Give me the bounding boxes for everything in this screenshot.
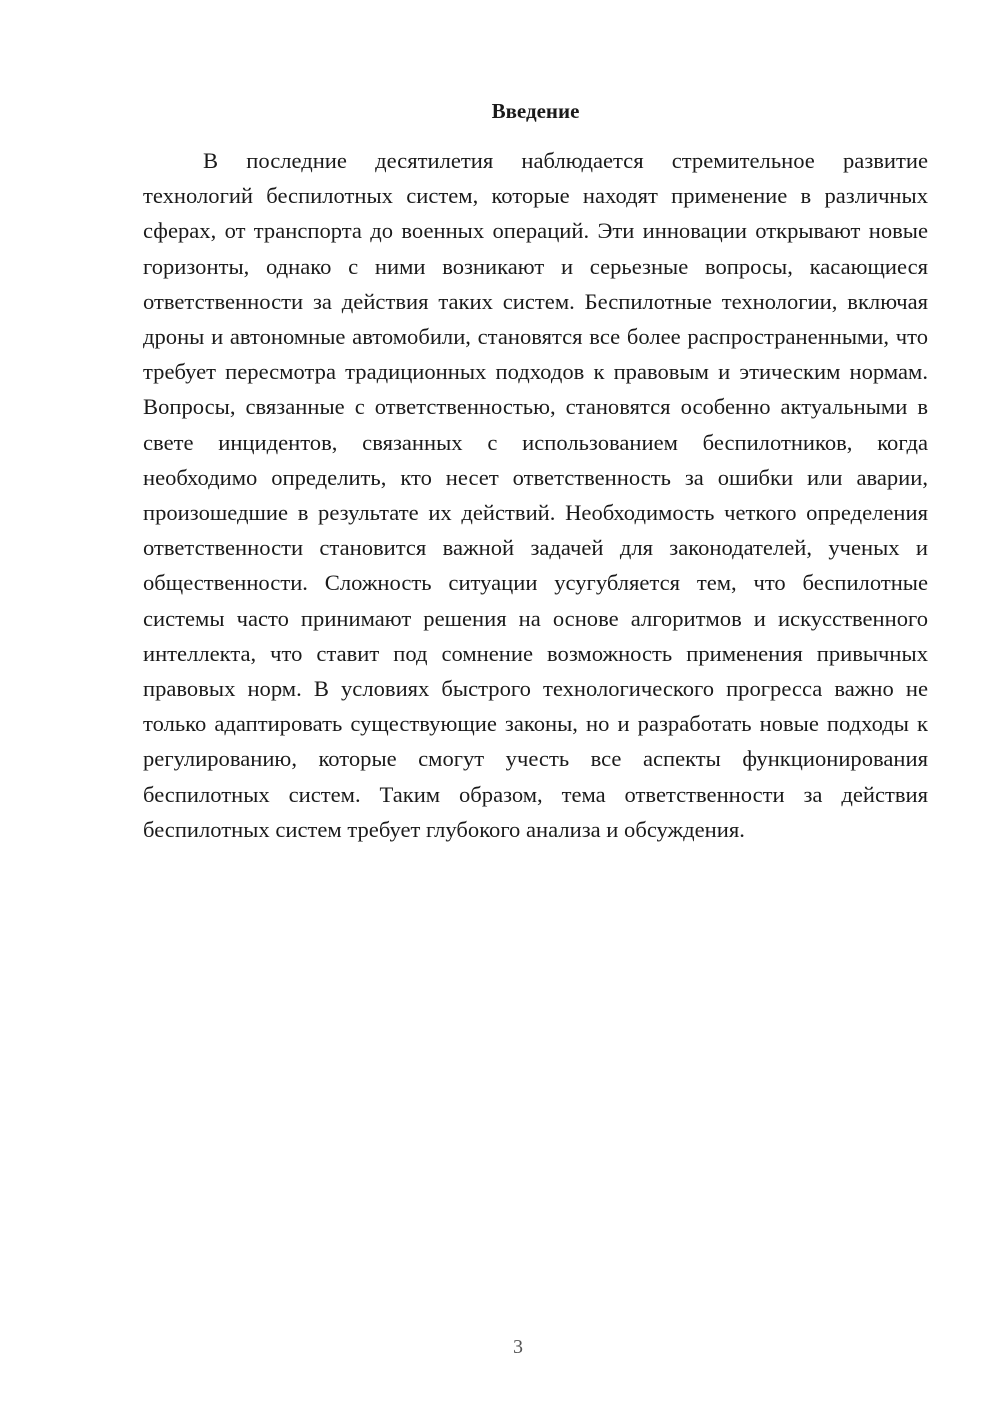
- page-number: 3: [513, 1336, 523, 1358]
- page-title: Введение: [491, 99, 580, 123]
- body-paragraph: В последние десятилетия наблюдается стремительное развитие технологий беспилотных систем, которые находят применение в различных сферах, от транспорта до военных операций. Эти инновации открывают новые горизонты, однако с ними возникают и серьезные вопросы, касающиеся ответственности за действия таких систем. Беспилотные технологии, включая дроны и автономные автомобили, становятся все более распространенными, что требует пересмотра традиционных подходов к правовым и этическим нормам. Вопросы, связанные с ответственностью, становятся особенно актуальными в свете инцидентов, связанных с использованием беспилотников, когда необходимо определить, кто несет ответственность за ошибки или аварии, произошедшие в результате их действий. Необходимость четкого определения ответственности становится важной задачей для законодателей, ученых и общественности. Сложность ситуации усугубляется тем, что беспилотные системы часто принимают решения на основе алгоритмов и искусственного интеллекта, что ставит под сомнение возможность применения привычных правовых норм. В условиях быстрого технологического прогресса важно не только адаптировать существующие законы, но и разработать новые подходы к регулированию, которые смогут учесть все аспекты функционирования беспилотных систем. Таким образом, тема ответственности за действия беспилотных систем требует глубокого анализа и обсуждения.: [143, 148, 928, 842]
